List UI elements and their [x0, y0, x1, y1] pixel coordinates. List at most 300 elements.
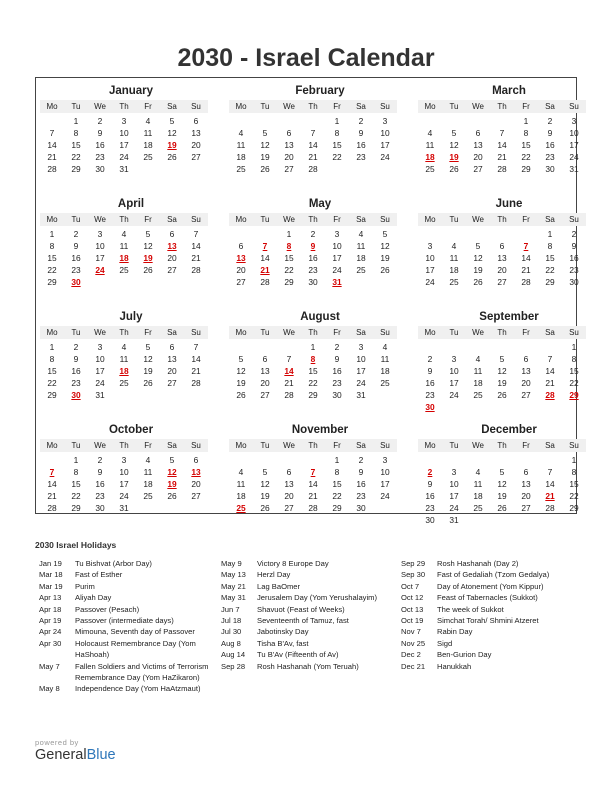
- day-cell: 5: [475, 241, 481, 251]
- holiday-day: 31: [332, 277, 342, 287]
- day-cell: 30: [95, 503, 105, 513]
- weekday-label: Fr: [144, 328, 152, 337]
- holiday-name: Independence Day (Yom HaAtzmaut): [75, 684, 201, 694]
- weekday-label: Tu: [449, 215, 459, 224]
- day-cell: 10: [119, 128, 129, 138]
- holiday-day: 19: [143, 253, 153, 263]
- holiday-entry: [217, 638, 397, 649]
- weekday-label: Su: [380, 102, 390, 111]
- day-cell: 27: [473, 164, 483, 174]
- holiday-day: 21: [260, 265, 270, 275]
- weekday-label: Sa: [356, 441, 366, 450]
- day-cell: 11: [236, 479, 246, 489]
- empty-cell: [442, 228, 466, 240]
- holiday-entry: [35, 683, 213, 694]
- holiday-name: Ben-Gurion Day: [437, 650, 492, 660]
- day-cell: 24: [449, 503, 459, 513]
- weekday-label: Sa: [545, 328, 555, 337]
- day-cell: 28: [521, 277, 531, 287]
- day-cell: 17: [119, 140, 129, 150]
- day-cell: 8: [571, 354, 577, 364]
- holiday-entry: [35, 626, 213, 637]
- weekday-label: We: [94, 102, 106, 111]
- day-cell: 16: [95, 140, 105, 150]
- day-cell: 28: [545, 503, 555, 513]
- empty-cell: [229, 454, 253, 466]
- weekday-label: Sa: [545, 102, 555, 111]
- weekday-label: Sa: [545, 441, 555, 450]
- page-title: 2030 - Israel Calendar: [177, 44, 435, 72]
- empty-cell: [229, 115, 253, 127]
- weekday-header: [40, 100, 208, 113]
- day-cell: 2: [547, 116, 553, 126]
- weekday-label: Mo: [235, 215, 247, 224]
- empty-cell: [229, 341, 253, 353]
- day-cell: 8: [49, 241, 55, 251]
- day-cell: 25: [449, 277, 459, 287]
- day-cell: 27: [284, 164, 294, 174]
- day-grid: [40, 454, 208, 514]
- holiday-day: 19: [167, 140, 177, 150]
- day-cell: 15: [332, 479, 342, 489]
- day-cell: 16: [545, 140, 555, 150]
- day-cell: 11: [473, 479, 483, 489]
- holiday-name: Fallen Soldiers and Victims of Terrorism Remembrance Day (Yom HaZikaron): [75, 661, 209, 683]
- day-cell: 26: [260, 164, 270, 174]
- day-cell: 26: [380, 265, 390, 275]
- day-cell: 17: [380, 479, 390, 489]
- day-cell: 17: [95, 253, 105, 263]
- weekday-label: Sa: [167, 328, 177, 337]
- day-cell: 29: [284, 277, 294, 287]
- day-cell: 25: [380, 378, 390, 388]
- holiday-entry: [397, 661, 577, 672]
- holiday-name: Lag BaOmer: [257, 581, 301, 591]
- day-cell: 6: [523, 354, 529, 364]
- holiday-date: Sep 30: [401, 570, 426, 580]
- weekday-label: Su: [191, 102, 201, 111]
- holiday-date: Apr 18: [39, 604, 62, 614]
- day-cell: 27: [284, 503, 294, 513]
- holiday-entry: [217, 558, 397, 569]
- day-cell: 25: [425, 164, 435, 174]
- day-cell: 7: [193, 229, 199, 239]
- holiday-day: 29: [569, 390, 579, 400]
- weekday-label: Th: [119, 441, 129, 450]
- month-march: [418, 84, 586, 175]
- day-cell: 4: [475, 467, 481, 477]
- day-cell: 19: [143, 366, 153, 376]
- holiday-entry: [397, 615, 577, 626]
- day-cell: 4: [451, 241, 457, 251]
- weekday-label: Mo: [235, 102, 247, 111]
- day-cell: 24: [569, 152, 579, 162]
- day-cell: 29: [545, 277, 555, 287]
- day-cell: 31: [449, 515, 459, 525]
- holiday-day: 30: [71, 390, 81, 400]
- day-cell: 19: [260, 152, 270, 162]
- day-cell: 29: [569, 503, 579, 513]
- day-cell: 8: [334, 128, 340, 138]
- day-cell: 28: [308, 503, 318, 513]
- holiday-entry: [35, 581, 213, 592]
- weekday-label: Fr: [333, 102, 341, 111]
- holiday-date: Sep 29: [401, 559, 426, 568]
- day-grid: [418, 115, 586, 175]
- day-cell: 6: [499, 241, 505, 251]
- weekday-label: Mo: [46, 215, 58, 224]
- day-cell: 11: [236, 140, 246, 150]
- weekday-label: Su: [380, 215, 390, 224]
- day-cell: 27: [191, 152, 201, 162]
- day-cell: 1: [286, 229, 292, 239]
- day-cell: 10: [380, 128, 390, 138]
- day-cell: 4: [427, 128, 433, 138]
- empty-cell: [253, 341, 277, 353]
- day-cell: 26: [260, 503, 270, 513]
- day-cell: 6: [286, 128, 292, 138]
- holiday-entry: [217, 615, 397, 626]
- day-cell: 2: [358, 455, 364, 465]
- day-cell: 16: [425, 378, 435, 388]
- day-cell: 30: [95, 164, 105, 174]
- day-cell: 17: [119, 479, 129, 489]
- day-cell: 13: [191, 128, 201, 138]
- empty-cell: [442, 341, 466, 353]
- day-grid: [229, 228, 397, 288]
- empty-cell: [277, 454, 301, 466]
- day-cell: 17: [95, 366, 105, 376]
- day-cell: 5: [145, 342, 151, 352]
- holiday-name: Feast of Tabernacles (Sukkot): [437, 593, 538, 603]
- weekday-label: Th: [497, 215, 507, 224]
- weekday-label: Tu: [449, 102, 459, 111]
- weekday-label: Tu: [71, 215, 81, 224]
- holiday-entry: [35, 604, 213, 615]
- holiday-entry: [217, 569, 397, 580]
- empty-cell: [442, 454, 466, 466]
- day-cell: 3: [121, 116, 127, 126]
- empty-cell: [40, 454, 64, 466]
- day-cell: 13: [167, 354, 177, 364]
- day-cell: 31: [95, 390, 105, 400]
- day-cell: 21: [284, 378, 294, 388]
- weekday-label: Tu: [260, 102, 270, 111]
- weekday-label: Fr: [522, 102, 530, 111]
- holiday-date: Oct 13: [401, 604, 424, 614]
- weekday-label: Sa: [167, 215, 177, 224]
- day-cell: 19: [497, 378, 507, 388]
- day-cell: 12: [143, 241, 153, 251]
- day-cell: 29: [71, 164, 81, 174]
- empty-cell: [418, 454, 442, 466]
- day-cell: 8: [334, 467, 340, 477]
- day-cell: 6: [286, 467, 292, 477]
- holiday-day: 18: [425, 152, 435, 162]
- day-cell: 18: [380, 366, 390, 376]
- day-cell: 20: [497, 265, 507, 275]
- holiday-entry: [217, 581, 397, 592]
- day-cell: 26: [497, 390, 507, 400]
- weekday-label: Th: [497, 328, 507, 337]
- day-cell: 27: [167, 265, 177, 275]
- day-cell: 27: [236, 277, 246, 287]
- day-cell: 2: [73, 229, 79, 239]
- day-cell: 18: [143, 140, 153, 150]
- day-cell: 20: [521, 491, 531, 501]
- day-cell: 10: [380, 467, 390, 477]
- weekday-label: Sa: [356, 102, 366, 111]
- empty-cell: [490, 454, 514, 466]
- holiday-day: 13: [167, 241, 177, 251]
- holiday-day: 7: [310, 467, 316, 477]
- holiday-name: Purim: [75, 581, 95, 591]
- day-cell: 19: [473, 265, 483, 275]
- day-cell: 12: [449, 140, 459, 150]
- holiday-day: 7: [49, 467, 55, 477]
- weekday-label: Mo: [424, 215, 436, 224]
- day-cell: 26: [473, 277, 483, 287]
- day-cell: 5: [499, 354, 505, 364]
- day-cell: 4: [238, 128, 244, 138]
- holiday-date: May 9: [221, 559, 242, 568]
- day-cell: 21: [521, 265, 531, 275]
- holiday-name: Holocaust Remembrance Day (Yom HaShoah): [75, 638, 196, 660]
- holiday-entry: [397, 638, 577, 649]
- holiday-name: Passover (Pesach): [75, 604, 140, 614]
- empty-cell: [466, 341, 490, 353]
- empty-cell: [514, 341, 538, 353]
- holiday-date: Jan 19: [39, 559, 62, 568]
- day-cell: 10: [569, 128, 579, 138]
- day-cell: 2: [310, 229, 316, 239]
- day-cell: 5: [169, 116, 175, 126]
- empty-cell: [466, 454, 490, 466]
- holiday-day: 28: [545, 390, 555, 400]
- weekday-label: Th: [308, 102, 318, 111]
- month-october: [40, 423, 208, 514]
- weekday-label: Tu: [71, 441, 81, 450]
- weekday-label: Tu: [260, 441, 270, 450]
- day-cell: 23: [95, 491, 105, 501]
- day-cell: 11: [119, 241, 129, 251]
- empty-cell: [514, 228, 538, 240]
- day-cell: 20: [236, 265, 246, 275]
- weekday-label: Fr: [333, 441, 341, 450]
- empty-cell: [301, 115, 325, 127]
- day-cell: 12: [143, 354, 153, 364]
- holiday-entry: [35, 615, 213, 626]
- day-cell: 26: [497, 503, 507, 513]
- empty-cell: [277, 341, 301, 353]
- holiday-day: 19: [449, 152, 459, 162]
- day-cell: 21: [47, 491, 57, 501]
- day-cell: 22: [569, 491, 579, 501]
- day-cell: 4: [145, 116, 151, 126]
- day-cell: 9: [547, 128, 553, 138]
- day-cell: 3: [451, 467, 457, 477]
- holiday-date: Apr 24: [39, 627, 62, 637]
- brand-logo[interactable]: [35, 747, 116, 763]
- weekday-label: Th: [308, 328, 318, 337]
- day-cell: 14: [545, 366, 555, 376]
- month-name: June: [495, 198, 523, 210]
- weekday-header: [229, 326, 397, 339]
- day-cell: 3: [382, 116, 388, 126]
- weekday-label: Su: [380, 328, 390, 337]
- holiday-date: Oct 19: [401, 616, 424, 626]
- weekday-header: [40, 439, 208, 452]
- empty-cell: [538, 341, 562, 353]
- day-cell: 16: [95, 479, 105, 489]
- day-cell: 17: [569, 140, 579, 150]
- weekday-label: We: [472, 328, 484, 337]
- day-cell: 2: [334, 342, 340, 352]
- day-cell: 1: [73, 116, 79, 126]
- day-cell: 4: [145, 455, 151, 465]
- day-cell: 16: [356, 479, 366, 489]
- day-cell: 28: [191, 265, 201, 275]
- day-cell: 6: [169, 229, 175, 239]
- day-cell: 19: [380, 253, 390, 263]
- empty-cell: [514, 454, 538, 466]
- empty-cell: [466, 228, 490, 240]
- day-cell: 3: [334, 229, 340, 239]
- day-cell: 8: [547, 241, 553, 251]
- empty-cell: [301, 454, 325, 466]
- holiday-date: Oct 12: [401, 593, 424, 603]
- day-cell: 29: [47, 390, 57, 400]
- day-cell: 23: [332, 378, 342, 388]
- day-cell: 19: [497, 491, 507, 501]
- holiday-name: Herzl Day: [257, 570, 291, 580]
- holiday-name: Fast of Gedaliah (Tzom Gedalya): [437, 570, 550, 580]
- day-grid: [40, 115, 208, 175]
- day-cell: 14: [191, 241, 201, 251]
- day-cell: 17: [380, 140, 390, 150]
- day-cell: 21: [497, 152, 507, 162]
- day-cell: 21: [308, 152, 318, 162]
- weekday-label: We: [94, 215, 106, 224]
- day-cell: 13: [473, 140, 483, 150]
- weekday-label: Su: [569, 215, 579, 224]
- day-cell: 3: [427, 241, 433, 251]
- weekday-label: Su: [569, 441, 579, 450]
- day-cell: 18: [473, 491, 483, 501]
- day-cell: 29: [521, 164, 531, 174]
- day-cell: 16: [569, 253, 579, 263]
- holiday-day: 7: [523, 241, 529, 251]
- day-cell: 14: [308, 140, 318, 150]
- day-cell: 4: [121, 229, 127, 239]
- day-cell: 10: [332, 241, 342, 251]
- holiday-date: Jul 18: [221, 616, 242, 626]
- day-cell: 25: [119, 265, 129, 275]
- day-cell: 24: [119, 491, 129, 501]
- holiday-day: 9: [310, 241, 316, 251]
- day-cell: 20: [521, 378, 531, 388]
- weekday-label: Su: [569, 328, 579, 337]
- day-cell: 15: [332, 140, 342, 150]
- weekday-label: Th: [497, 441, 507, 450]
- day-cell: 11: [143, 128, 153, 138]
- weekday-label: Fr: [522, 328, 530, 337]
- holiday-date: Mar 19: [39, 581, 63, 591]
- day-cell: 15: [284, 253, 294, 263]
- holiday-entry: [35, 558, 213, 569]
- day-cell: 27: [260, 390, 270, 400]
- day-cell: 16: [71, 366, 81, 376]
- day-cell: 2: [97, 455, 103, 465]
- holiday-day: 14: [284, 366, 294, 376]
- weekday-label: Th: [497, 102, 507, 111]
- day-cell: 16: [308, 253, 318, 263]
- day-cell: 22: [332, 152, 342, 162]
- holiday-name: Mimouna, Seventh day of Passover: [75, 627, 195, 637]
- day-cell: 17: [332, 253, 342, 263]
- empty-cell: [229, 228, 253, 240]
- holiday-name: Day of Atonement (Yom Kippur): [437, 581, 544, 591]
- day-cell: 27: [497, 277, 507, 287]
- day-cell: 27: [521, 390, 531, 400]
- weekday-label: Fr: [144, 215, 152, 224]
- weekday-header: [418, 326, 586, 339]
- day-cell: 12: [497, 479, 507, 489]
- day-cell: 15: [569, 479, 579, 489]
- day-cell: 8: [523, 128, 529, 138]
- day-cell: 21: [308, 491, 318, 501]
- weekday-label: Mo: [235, 328, 247, 337]
- day-cell: 23: [545, 152, 555, 162]
- day-cell: 17: [425, 265, 435, 275]
- day-cell: 15: [545, 253, 555, 263]
- day-cell: 1: [49, 229, 55, 239]
- day-cell: 30: [545, 164, 555, 174]
- day-cell: 9: [358, 128, 364, 138]
- holiday-name: Jerusalem Day (Yom Yerushalayim): [257, 593, 378, 603]
- holiday-name: Aliyah Day: [75, 593, 112, 603]
- day-cell: 8: [571, 467, 577, 477]
- month-name: September: [479, 311, 539, 323]
- day-cell: 3: [451, 354, 457, 364]
- weekday-header: [40, 326, 208, 339]
- month-name: April: [117, 198, 145, 210]
- day-cell: 12: [260, 479, 270, 489]
- day-cell: 25: [236, 164, 246, 174]
- holiday-entry: [35, 592, 213, 603]
- day-cell: 22: [71, 491, 81, 501]
- day-cell: 10: [356, 354, 366, 364]
- holidays-column-2: [217, 558, 397, 672]
- month-name: October: [108, 424, 154, 436]
- month-february: [229, 84, 397, 175]
- holiday-day: 2: [427, 467, 433, 477]
- day-cell: 29: [47, 277, 57, 287]
- day-cell: 20: [284, 491, 294, 501]
- weekday-label: Th: [119, 215, 129, 224]
- day-cell: 5: [238, 354, 244, 364]
- day-cell: 18: [143, 479, 153, 489]
- day-cell: 1: [547, 229, 553, 239]
- day-cell: 20: [191, 479, 201, 489]
- day-cell: 9: [427, 366, 433, 376]
- day-cell: 5: [382, 229, 388, 239]
- day-cell: 15: [308, 366, 318, 376]
- weekday-label: Tu: [71, 102, 81, 111]
- holiday-entry: [397, 626, 577, 637]
- day-cell: 12: [236, 366, 246, 376]
- day-grid: [418, 454, 586, 526]
